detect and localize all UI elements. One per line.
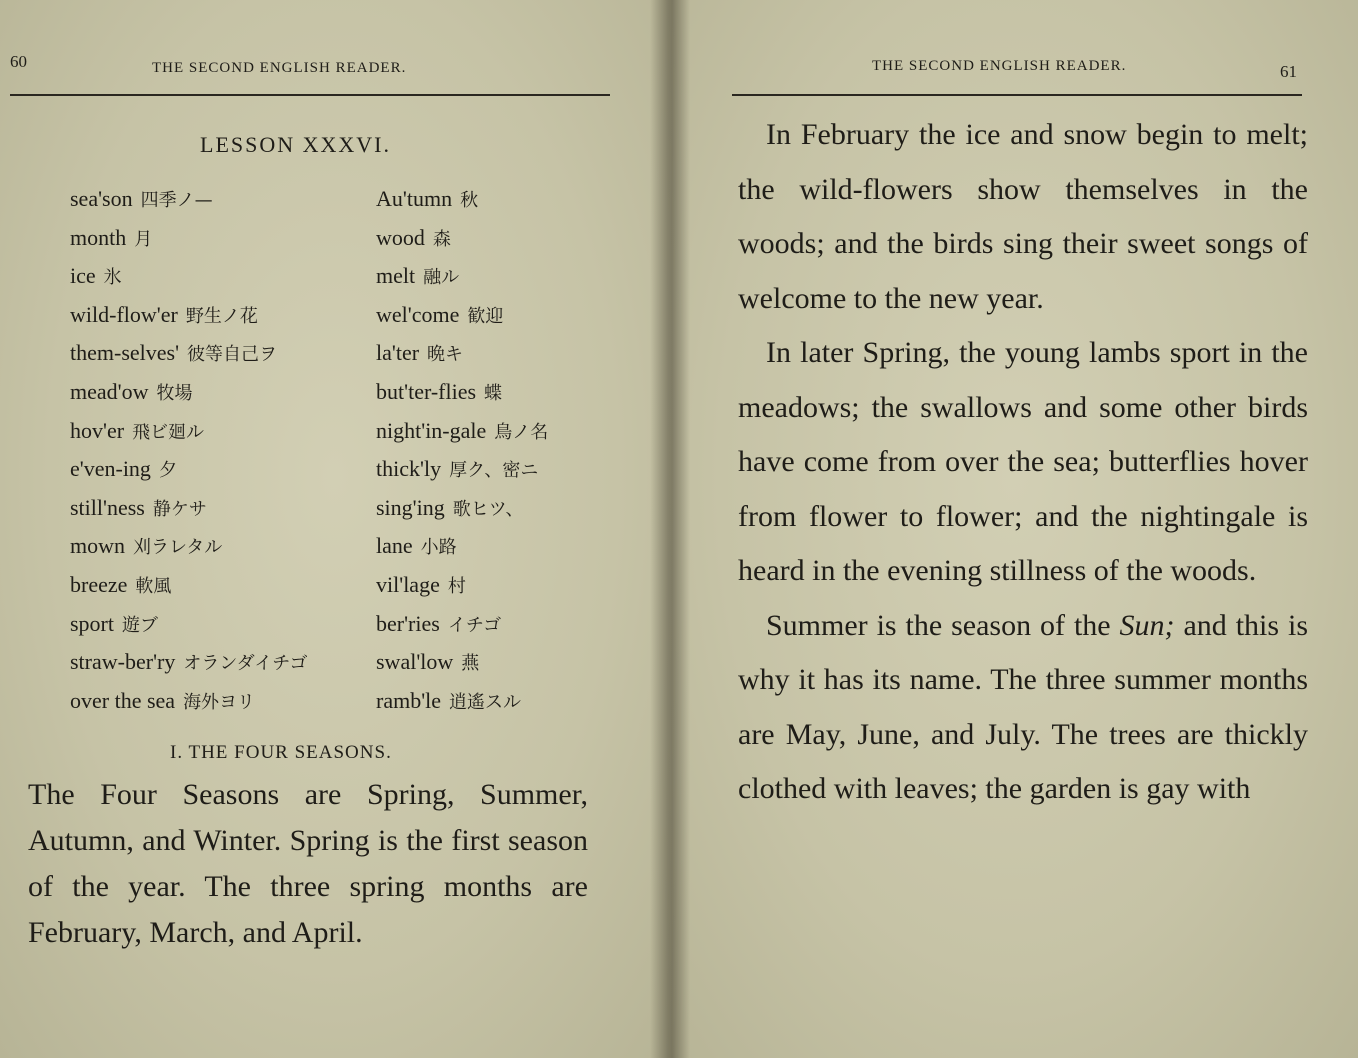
lesson-title: LESSON XXXVI. — [200, 132, 391, 157]
right-body-text — [738, 108, 1308, 817]
vocab-item — [70, 257, 308, 296]
vocab-item — [376, 450, 548, 489]
vocab-item — [376, 605, 548, 644]
vocab-word: sing'ing — [376, 494, 445, 520]
vocab-item — [70, 643, 308, 682]
vocab-word: thick'ly — [376, 456, 442, 482]
vocab-item — [70, 334, 308, 373]
vocab-word: sea'son — [70, 186, 133, 211]
vocab-item — [376, 527, 548, 566]
vocab-item — [376, 373, 548, 412]
right-page-number: 61 — [1280, 62, 1297, 81]
vocab-gloss: 燕 — [461, 653, 480, 675]
vocab-word: straw-ber'ry — [70, 649, 176, 675]
vocab-word: them-selves' — [70, 340, 180, 366]
vocab-word: vil'lage — [376, 571, 440, 597]
vocab-word: Au'tumn — [376, 186, 453, 211]
vocab-gloss: 小路 — [420, 537, 457, 559]
vocab-gloss: 軟風 — [135, 575, 172, 597]
vocab-gloss: 飛ビ廻ル — [132, 421, 205, 443]
vocab-word: e'ven-ing — [70, 456, 151, 482]
left-running-head: THE SECOND ENGLISH READER. — [152, 60, 407, 76]
right-paragraph: In February the ice and snow begin to melt; the wild-flowers show themselves in the woods; and the birds sing their sweet songs of welcome to the new year. — [738, 118, 1308, 315]
vocab-word: wild-flow'er — [70, 301, 178, 327]
vocab-item — [376, 296, 548, 335]
vocab-word: still'ness — [70, 494, 145, 520]
vocab-word: sport — [70, 610, 114, 636]
vocab-word: lane — [376, 533, 413, 559]
vocab-item — [70, 180, 308, 219]
vocab-item — [376, 643, 548, 682]
left-paragraph: The Four Seasons are Spring, Summer, Autumn, and Winter. Spring is the first season of the year. The three spring months are February, March, and April. — [28, 778, 588, 949]
vocab-word: breeze — [70, 571, 128, 597]
vocab-word: over the sea — [70, 687, 176, 713]
vocab-gloss: 月 — [134, 228, 153, 250]
vocab-item — [376, 682, 548, 721]
vocab-gloss: 牧場 — [156, 382, 193, 404]
vocab-word: month — [70, 224, 127, 250]
vocab-gloss: 夕 — [158, 460, 177, 482]
vocab-gloss: 刈ラレタル — [133, 537, 223, 559]
vocab-item — [70, 412, 308, 451]
vocab-item — [70, 682, 308, 721]
vocab-gloss: 融ル — [423, 267, 460, 289]
vocab-word: ramb'le — [376, 687, 442, 713]
vocab-item — [376, 566, 548, 605]
vocab-item — [70, 489, 308, 528]
left-page — [0, 0, 668, 1058]
vocab-word: wel'come — [376, 301, 460, 327]
vocab-gloss: 四季ノ— — [140, 190, 213, 211]
vocab-gloss: 遊ブ — [122, 614, 158, 636]
vocab-item — [376, 180, 548, 219]
vocab-word: ice — [70, 263, 96, 289]
vocab-gloss: 彼等自己ヲ — [187, 344, 278, 366]
vocab-gloss: 鳥ノ名 — [494, 421, 549, 443]
vocab-item — [376, 412, 548, 451]
right-paragraph: In later Spring, the young lambs sport in the meadows; the swallows and some other birds have come from over the sea; butterflies hover from flower to flower; and the nightingale is heard in the evening stillness of the woods. — [738, 336, 1308, 587]
para3-text: Summer is the season of the — [766, 608, 1120, 642]
para3-emphasis: Sun; — [1119, 608, 1175, 642]
vocab-gloss: 歓迎 — [467, 305, 504, 327]
vocab-word: mown — [70, 533, 125, 559]
vocab-word: la'ter — [376, 340, 420, 366]
vocab-gloss: イチゴ — [447, 614, 502, 636]
vocab-gloss: 氷 — [103, 267, 122, 289]
vocab-gloss: 野生ノ花 — [185, 305, 258, 327]
vocab-gloss: 逍遙スル — [449, 691, 522, 713]
vocab-word: wood — [376, 224, 425, 250]
vocab-gloss: 秋 — [460, 190, 479, 211]
right-paragraph — [738, 599, 1308, 817]
para3-text-continued: and this is why it has its name. The three summer months are May, June, and July. The trees are thickly clothed with leaves; the garden is gay with — [738, 608, 1308, 805]
vocab-column-left — [70, 180, 308, 720]
vocab-item — [70, 527, 308, 566]
vocab-gloss: 森 — [432, 228, 451, 250]
right-running-head: THE SECOND ENGLISH READER. — [872, 58, 1127, 74]
vocab-gloss: 静ケサ — [152, 498, 207, 520]
left-page-number: 60 — [10, 52, 27, 71]
vocab-item — [70, 450, 308, 489]
vocab-word: ber'ries — [376, 610, 440, 636]
vocab-word: night'in-gale — [376, 417, 487, 443]
vocab-item — [70, 219, 308, 258]
vocab-item — [376, 257, 548, 296]
vocab-column-right — [376, 180, 548, 720]
vocab-word: but'ter-flies — [376, 378, 477, 404]
vocab-item — [376, 489, 548, 528]
vocab-gloss: 海外ヨリ — [183, 691, 256, 713]
vocab-item — [70, 373, 308, 412]
vocab-word: mead'ow — [70, 378, 149, 404]
vocab-word: hov'er — [70, 417, 125, 443]
vocab-gloss: 蝶 — [484, 382, 503, 404]
vocab-gloss: 晩キ — [427, 344, 464, 366]
vocab-gloss: 歌ヒツ、 — [452, 498, 524, 520]
vocab-item — [376, 334, 548, 373]
section-heading: I. THE FOUR SEASONS. — [170, 742, 392, 763]
vocab-gloss: 厚ク、密ニ — [449, 460, 539, 482]
vocab-item — [376, 219, 548, 258]
vocab-gloss: 村 — [447, 575, 466, 597]
vocab-word: swal'low — [376, 649, 454, 675]
vocab-gloss: オランダイチゴ — [183, 653, 308, 675]
vocab-item — [70, 566, 308, 605]
right-header-rule — [732, 94, 1302, 96]
left-header-rule — [10, 94, 610, 96]
vocab-item — [70, 296, 308, 335]
vocab-word: melt — [376, 263, 416, 289]
vocab-item — [70, 605, 308, 644]
